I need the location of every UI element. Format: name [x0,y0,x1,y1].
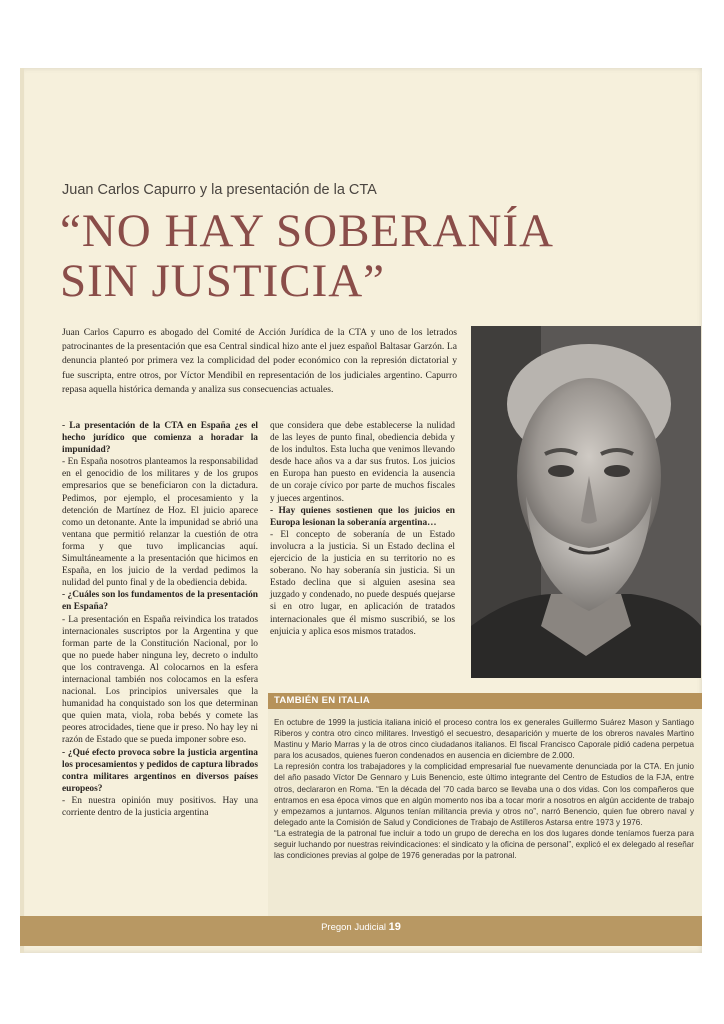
article-kicker: Juan Carlos Capurro y la presentación de la CTA [62,182,377,198]
column-1-question-3: - ¿Qué efecto provoca sobre la justicia argentina los procesamientos y pedidos de captura librados contra militares argentinos en diversos países europeos? [62,747,258,794]
column-2-answer: - El concepto de soberanía de un Estado involucra a la justicia. Si un Estado declina el ejercicio de la justicia en su territorio no es soberano. No hay soberanía sin justicia. Si un Estado declina que si alguien asesina sea juzgado y condenado, no puede después quejarse si en otro lugar, en aplicación de tratados internacionales que él mismo suscribió, se los enjuicia y aplica esos mismos tratados. [270,529,455,637]
page-footer [20,916,702,946]
sidebar-box [268,693,702,920]
article-lead: Juan Carlos Capurro es abogado del Comité de Acción Jurídica de la CTA y uno de los letrados patrocinantes de la presentación que esa Central sindical hizo ante el juez español Baltasar Garzón. La denuncia planteó por primera vez la complicidad del poder económico con la represión dictatorial y fue suscripta, entre otros, por Víctor Mendibil en representación de los judiciales argentino. Capurro repasa aquella histórica demanda y analiza sus consecuencias actuales. [62,327,457,395]
page-spine [20,68,24,953]
portrait-photo [471,326,701,678]
sidebar-paragraph-2: La represión contra los trabajadores y la complicidad empresarial fue nuevamente denunciada por la CTA. En junio del año pasado Víctor De Gennaro y Luis Benencio, este último integrante del Centro de Estudios de la FJA, entre otros, declararon en Roma. “En la década del ’70 cada barco se llevaba una o dos vidas. Con los compañeros que entramos en esa época vimos que en algún momento nos iba a tocar morir a nosotros en algún accidente de trabajo y empezamos a juntarnos. Algunos tenían militancia previa y otros no”, narró Benencio, quien fue obrero naval y delegado ante la Comisión de Salud y Condiciones de Trabajo de Astilleros Astarsa entre 1973 y 1976. [274,762,694,827]
column-1-question-2: - ¿Cuáles son los fundamentos de la presentación en España? [62,590,258,613]
sidebar-title: TAMBIÉN EN ITALIA [268,693,702,709]
headline-line-2: SIN JUSTICIA” [60,255,386,307]
column-2-question: - Hay quienes sostienen que los juicios en Europa lesionan la soberanía argentina… [270,505,455,528]
headline-line-1: “NO HAY SOBERANÍA [60,205,554,257]
sidebar-paragraph-1: En octubre de 1999 la justicia italiana inició el proceso contra los ex generales Guillermo Suárez Mason y Santiago Riberos y contra otro cinco militares. Investigó el secuestro, desaparición y muerte de los obreros navales Martino Mastinu y Mario Marras y la de otros cinco ciudadanos italianos. El fiscal Francisco Caporale pidió cadena perpetua para los acusados, quienes fueron condenados en ausencia en diciembre de 2.000. [274,718,694,761]
sidebar-paragraph-3: “La estrategia de la patronal fue incluir a todo un grupo de derecha en los dos lugares donde teníamos fuerza para seguir luchando por nuestras reivindicaciones: el sindicato y la oficina de personal”, explicó el ex delegado al reseñar las condiciones previas al golpe de 1976 generadas por la patronal. [274,828,694,861]
portrait-illustration [471,326,701,678]
footer-page-number: 19 [388,921,401,933]
article-column-2 [270,420,455,638]
sidebar-body [268,709,702,861]
column-1-question-1: - La presentación de la CTA en España ¿es el hecho jurídico que comienza a horadar la impunidad? [62,421,258,456]
magazine-page [20,68,702,953]
article-headline [60,206,700,306]
column-1-answer-2: - La presentación en España reivindica los tratados internacionales suscriptos por la Argentina y que forman parte de la Constitución Nacional, por lo que no puede haber ninguna ley, decreto o indulto que los contravenga. Al colocarnos en la esfera internacional también nos colocamos en la esfera nacional. Los principios universales que la humanidad ha conquistado son los que determinan que quien mata, viola, roba bebés y comete las peores atrocidades, tiene que ir preso. No hay ley ni razón de Estado que se pueda imponer sobre eso. [62,614,258,746]
footer-publication: Pregon Judicial [321,922,387,933]
column-1-answer-3: - En nuestra opinión muy positivos. Hay una corriente dentro de la justicia argentina [62,795,258,818]
column-2-answer-continued: que considera que debe establecerse la nulidad de las leyes de punto final, obediencia debida y de los indultos. Esta lucha que venimos llevando desde hace años va a dar sus frutos. Los juicios en Europa han puesto en evidencia la ausencia de un coraje cívico por parte de muchos fiscales y jueces argentinos. [270,421,455,504]
article-column-1 [62,420,258,819]
column-1-answer-1: - En España nosotros planteamos la responsabilidad en el genocidio de los militares y de los grupos empresarios que se beneficiaron con la dictadura. Pedimos, por ejemplo, el procesamiento y la detención de Martínez de Hoz. El juicio aparece como un detonante. Ante la impunidad se abrió una ventana que permitió relanzar la cuestión de otra forma y que tuvo implicancias aquí. Simultáneamente a la presentación que hicimos en España, en los juicio de la verdad pedimos la nulidad del punto final y de la obediencia debida. [62,457,258,589]
